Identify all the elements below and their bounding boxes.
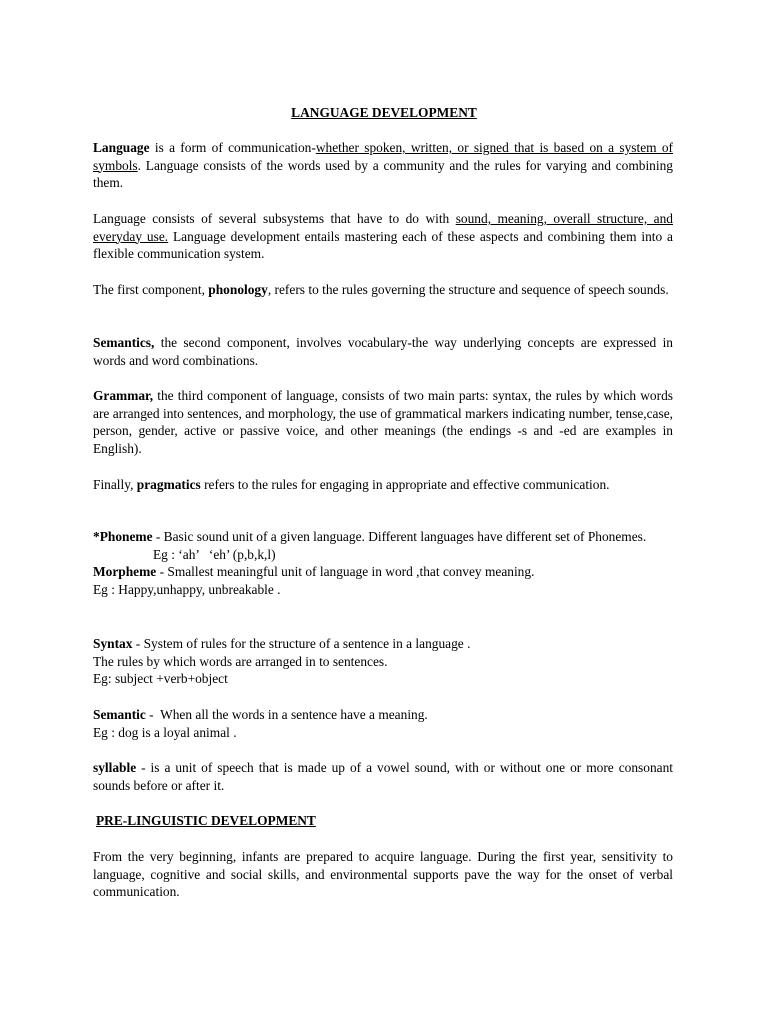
definition-text: - Smallest meaningful unit of language in word ,that convey meaning. bbox=[156, 564, 535, 580]
paragraph-text: Language consists of several subsystems that have to do with bbox=[93, 211, 456, 226]
definition-syntax-line2: The rules by which words are arranged in to sentences. bbox=[93, 653, 388, 669]
term-syllable: syllable bbox=[93, 760, 137, 775]
term-syntax: Syntax bbox=[93, 636, 133, 651]
paragraph-language-definition bbox=[93, 139, 673, 192]
paragraph-subsystems bbox=[93, 210, 673, 263]
definition-text: - When all the words in a sentence have a meaning. bbox=[145, 707, 428, 722]
term-phoneme: *Phoneme bbox=[93, 529, 153, 544]
definition-text: - System of rules for the structure of a sentence in a language . bbox=[132, 636, 471, 651]
term-semantic: Semantic bbox=[93, 707, 146, 722]
definition-syntax-line bbox=[93, 635, 673, 653]
definition-morpheme bbox=[93, 563, 673, 581]
definition-text: - is a unit of speech that is made up of a vowel sound, with or without one or more consonant sounds before or after it. bbox=[93, 760, 673, 793]
paragraph-text: Language development entails mastering each of these aspects and combining them into a flexible communication system. bbox=[93, 228, 673, 262]
definition-text: - Basic sound unit of a given language. Different languages have different set of Phonemes. bbox=[152, 529, 647, 544]
example-morpheme: Eg : Happy,unhappy, unbreakable . bbox=[93, 581, 281, 597]
section-heading-prelinguistic: PRE-LINGUISTIC DEVELOPMENT bbox=[96, 813, 316, 828]
paragraph-text: the third component of language, consists of two main parts: syntax, the rules by which words are arranged into sentences, and morphology, the use of grammatical markers indicating number, tense,case, person, gender, active or passive voice, and other meanings (the endings -s and -ed are examples in English). bbox=[93, 388, 673, 456]
term-grammar: Grammar, bbox=[93, 388, 154, 403]
underlined-phrase: whether spoken, written, or signed that is based on a system of symbols bbox=[93, 140, 673, 173]
underlined-phrase: sound, meaning, overall structure, and everyday use. bbox=[93, 211, 673, 244]
paragraph-prelinguistic: From the very beginning, infants are prepared to acquire language. During the first year, sensitivity to language, cognitive and social skills, and environmental supports pave the way for the onset of verbal communication. bbox=[93, 849, 673, 900]
definition-syntax bbox=[93, 635, 673, 688]
paragraph-text: The first component, bbox=[93, 282, 209, 297]
term-phonology: phonology bbox=[208, 282, 268, 297]
paragraph-text: is a form of communication- bbox=[149, 140, 316, 155]
term-morpheme: Morpheme bbox=[93, 564, 157, 580]
example-semantic: Eg : dog is a loyal animal . bbox=[93, 724, 237, 740]
term-pragmatics: pragmatics bbox=[136, 477, 201, 492]
example-phoneme: Eg : ‘ah’ ‘eh’ (p,b,k,l) bbox=[153, 546, 276, 562]
definition-semantic bbox=[93, 706, 673, 741]
paragraph-text: the second component, involves vocabulary-the way underlying concepts are expressed in words and word combinations. bbox=[93, 335, 673, 368]
term-semantics: Semantics, bbox=[93, 335, 155, 350]
term-language: Language bbox=[93, 140, 150, 155]
paragraph-phonology bbox=[93, 281, 673, 299]
paragraph-grammar bbox=[93, 387, 673, 457]
paragraph-text: , refers to the rules governing the structure and sequence of speech sounds. bbox=[267, 282, 669, 297]
definition-semantic-line bbox=[93, 706, 673, 724]
definition-phoneme bbox=[93, 528, 673, 546]
paragraph-semantics bbox=[93, 334, 673, 369]
example-syntax: Eg: subject +verb+object bbox=[93, 671, 228, 687]
document-title: LANGUAGE DEVELOPMENT bbox=[291, 105, 477, 120]
paragraph-text: . Language consists of the words used by a community and the rules for varying and combining them. bbox=[93, 157, 673, 191]
definition-block-phoneme-morpheme bbox=[93, 528, 673, 598]
paragraph-text: refers to the rules for engaging in appropriate and effective communication. bbox=[200, 477, 610, 492]
definition-syllable bbox=[93, 759, 673, 794]
paragraph-text: Finally, bbox=[93, 477, 137, 492]
paragraph-pragmatics bbox=[93, 476, 673, 494]
